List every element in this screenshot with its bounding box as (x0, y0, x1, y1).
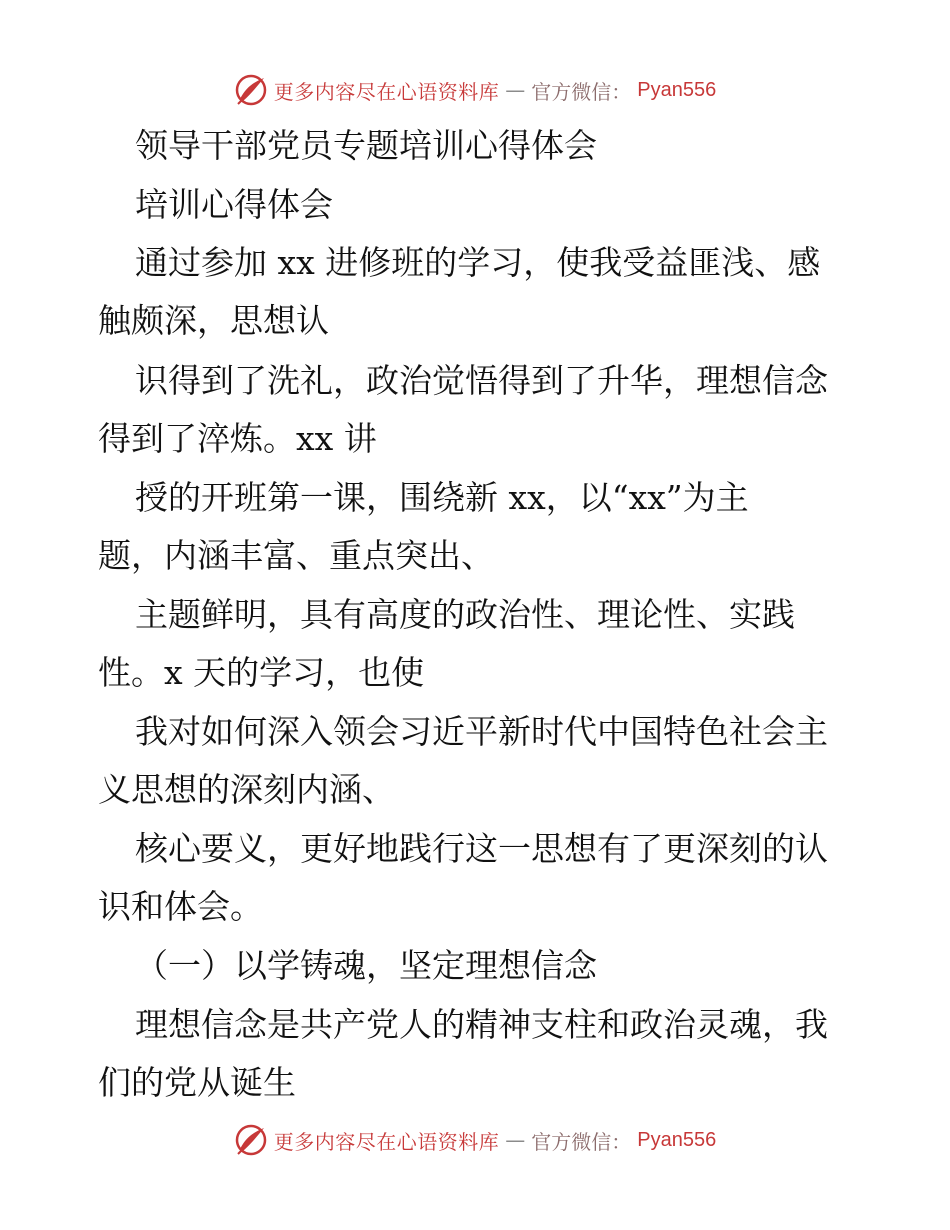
paragraph-line: 我对如何深入领会习近平新时代中国特色社会主 (135, 712, 828, 751)
section-heading: （一）以学铸魂，坚定理想信念 (135, 946, 597, 985)
paragraph-line: 识和体会。 (98, 887, 263, 926)
paragraph-line: 们的党从诞生 (98, 1063, 296, 1102)
paragraph-line: 得到了淬炼。xx 讲 (98, 419, 377, 458)
document-title: 领导干部党员专题培训心得体会 (135, 126, 597, 165)
paragraph-line: 核心要义，更好地践行这一思想有了更深刻的认 (135, 829, 828, 868)
paragraph-line: 主题鲜明，具有高度的政治性、理论性、实践 (135, 595, 795, 634)
banner-text: 更多内容尽在心语资料库 (273, 1129, 500, 1154)
banner-separator: — (505, 1128, 526, 1152)
banner-wechat-label: 官方微信： (531, 79, 632, 104)
banner-wechat-label: 官方微信： (531, 1129, 632, 1154)
paragraph-line: 识得到了洗礼，政治觉悟得到了升华，理想信念 (135, 361, 828, 400)
paragraph-line: 授的开班第一课，围绕新 xx，以“xx”为主 (135, 478, 749, 517)
banner-wechat-id: Pyan556 (637, 78, 717, 101)
paragraph-line: 义思想的深刻内涵、 (98, 770, 395, 809)
banner-separator: — (505, 78, 526, 102)
banner-wechat-id: Pyan556 (637, 1128, 717, 1151)
pen-logo-icon (234, 73, 268, 107)
banner-text: 更多内容尽在心语资料库 (273, 79, 500, 104)
paragraph-line: 性。x 天的学习，也使 (98, 653, 425, 692)
paragraph-line: 通过参加 xx 进修班的学习，使我受益匪浅、感 (135, 243, 821, 282)
footer-banner (0, 1120, 950, 1160)
paragraph-line: 理想信念是共产党人的精神支柱和政治灵魂，我 (135, 1005, 828, 1044)
paragraph-line: 题，内涵丰富、重点突出、 (98, 536, 494, 575)
paragraph-line: 触颇深，思想认 (98, 301, 329, 340)
pen-logo-icon (234, 1123, 268, 1157)
subtitle: 培训心得体会 (135, 185, 333, 224)
header-banner (0, 70, 950, 110)
